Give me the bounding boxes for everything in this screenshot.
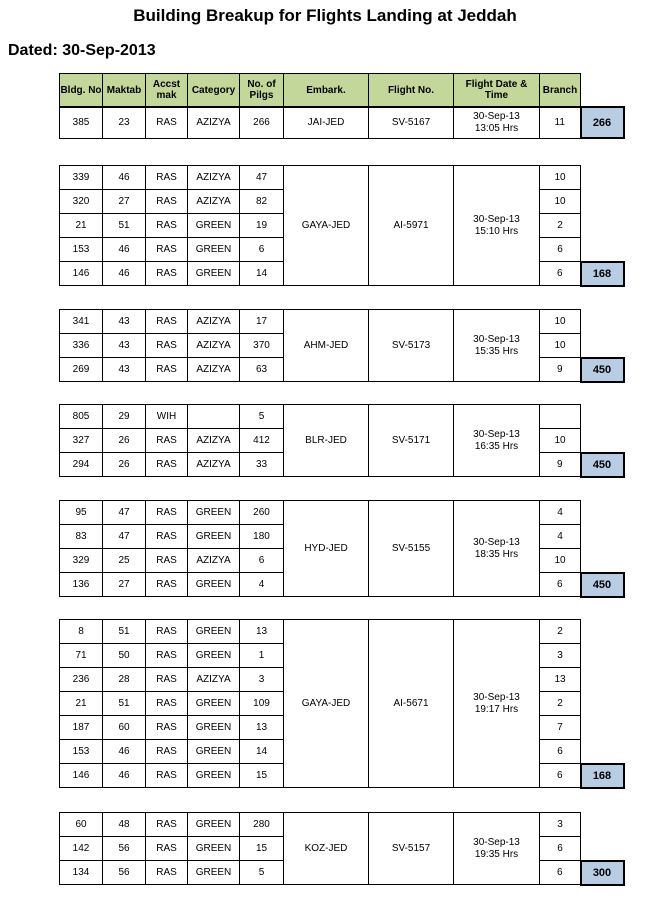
cell-category: AZIZYA xyxy=(188,429,240,453)
cell-maktab: 46 xyxy=(103,764,146,788)
cell-branch: 4 xyxy=(540,525,581,549)
cell-flight-date-time xyxy=(454,107,540,138)
cell-category: GREEN xyxy=(188,573,240,597)
cell-maktab: 43 xyxy=(103,310,146,334)
cell-embark: BLR-JED xyxy=(284,405,369,477)
flight-time: 15:10 Hrs xyxy=(474,225,519,237)
total-spacer xyxy=(581,740,624,764)
cell-bldg-no: 320 xyxy=(60,190,103,214)
cell-branch: 6 xyxy=(540,764,581,788)
cell-pilgs: 5 xyxy=(240,861,284,885)
cell-embark: HYD-JED xyxy=(284,501,369,597)
cell-accst-mak: RAS xyxy=(146,310,188,334)
cell-maktab: 51 xyxy=(103,692,146,716)
cell-accst-mak: RAS xyxy=(146,453,188,477)
cell-flight-no: SV-5173 xyxy=(369,310,454,382)
total-spacer xyxy=(581,190,624,214)
cell-maktab: 46 xyxy=(103,262,146,286)
flight-time: 15:35 Hrs xyxy=(474,345,519,357)
total-spacer xyxy=(581,166,624,190)
cell-accst-mak: RAS xyxy=(146,716,188,740)
cell-maktab: 28 xyxy=(103,668,146,692)
total-spacer xyxy=(581,405,624,429)
flight-date: 30-Sep-13 xyxy=(473,213,520,225)
cell-bldg-no: 236 xyxy=(60,668,103,692)
header-flight-date-time: Flight Date & Time xyxy=(454,74,540,107)
cell-category: GREEN xyxy=(188,214,240,238)
header-accst-mak: Accst mak xyxy=(146,74,188,107)
cell-maktab: 56 xyxy=(103,861,146,885)
header-table xyxy=(59,73,624,107)
cell-bldg-no: 329 xyxy=(60,549,103,573)
cell-pilgs: 1 xyxy=(240,644,284,668)
cell-bldg-no: 187 xyxy=(60,716,103,740)
cell-flight-no: SV-5167 xyxy=(369,107,454,138)
cell-bldg-no: 294 xyxy=(60,453,103,477)
cell-category: AZIZYA xyxy=(188,453,240,477)
total-spacer xyxy=(581,837,624,861)
total-spacer xyxy=(581,692,624,716)
cell-branch: 6 xyxy=(540,740,581,764)
cell-flight-date-time xyxy=(454,620,540,788)
flight-group-table xyxy=(59,500,625,598)
cell-branch: 6 xyxy=(540,861,581,885)
cell-bldg-no: 21 xyxy=(60,214,103,238)
header-flight-no: Flight No. xyxy=(369,74,454,107)
cell-branch: 11 xyxy=(540,107,581,138)
cell-accst-mak: RAS xyxy=(146,358,188,382)
cell-pilgs: 180 xyxy=(240,525,284,549)
cell-pilgs: 14 xyxy=(240,740,284,764)
total-spacer xyxy=(581,501,624,525)
cell-pilgs: 47 xyxy=(240,166,284,190)
cell-pilgs: 412 xyxy=(240,429,284,453)
flight-group-table xyxy=(59,309,625,383)
flight-date: 30-Sep-13 xyxy=(473,110,520,122)
flight-time: 16:35 Hrs xyxy=(474,440,519,452)
total-spacer xyxy=(581,813,624,837)
cell-category xyxy=(188,405,240,429)
cell-category: AZIZYA xyxy=(188,310,240,334)
cell-category: GREEN xyxy=(188,813,240,837)
cell-embark: KOZ-JED xyxy=(284,813,369,885)
cell-bldg-no: 95 xyxy=(60,501,103,525)
cell-pilgs: 266 xyxy=(240,107,284,138)
group-total: 450 xyxy=(581,453,624,477)
cell-flight-date-time xyxy=(454,405,540,477)
cell-maktab: 48 xyxy=(103,813,146,837)
cell-pilgs: 14 xyxy=(240,262,284,286)
table-row xyxy=(60,501,624,525)
cell-maktab: 46 xyxy=(103,740,146,764)
cell-flight-no: SV-5155 xyxy=(369,501,454,597)
cell-accst-mak: RAS xyxy=(146,549,188,573)
group-total: 168 xyxy=(581,262,624,286)
cell-category: GREEN xyxy=(188,501,240,525)
cell-category: AZIZYA xyxy=(188,358,240,382)
cell-category: AZIZYA xyxy=(188,334,240,358)
cell-branch: 2 xyxy=(540,692,581,716)
cell-branch: 10 xyxy=(540,429,581,453)
total-spacer xyxy=(581,238,624,262)
cell-maktab: 27 xyxy=(103,190,146,214)
total-spacer xyxy=(581,716,624,740)
cell-accst-mak: RAS xyxy=(146,166,188,190)
cell-branch: 10 xyxy=(540,190,581,214)
cell-maktab: 27 xyxy=(103,573,146,597)
cell-maktab: 51 xyxy=(103,620,146,644)
cell-category: GREEN xyxy=(188,692,240,716)
flight-date: 30-Sep-13 xyxy=(473,836,520,848)
cell-category: GREEN xyxy=(188,525,240,549)
cell-branch: 6 xyxy=(540,262,581,286)
flight-time: 19:17 Hrs xyxy=(474,703,519,715)
cell-category: GREEN xyxy=(188,716,240,740)
cell-pilgs: 33 xyxy=(240,453,284,477)
group-total: 168 xyxy=(581,764,624,788)
cell-category: AZIZYA xyxy=(188,549,240,573)
cell-pilgs: 13 xyxy=(240,716,284,740)
cell-maktab: 60 xyxy=(103,716,146,740)
header-spacer xyxy=(581,74,624,107)
cell-maktab: 50 xyxy=(103,644,146,668)
cell-embark: GAYA-JED xyxy=(284,166,369,286)
table-row xyxy=(60,405,624,429)
cell-category: AZIZYA xyxy=(188,668,240,692)
cell-flight-no: AI-5671 xyxy=(369,620,454,788)
cell-accst-mak: RAS xyxy=(146,764,188,788)
cell-pilgs: 260 xyxy=(240,501,284,525)
total-spacer xyxy=(581,429,624,453)
cell-flight-date-time xyxy=(454,310,540,382)
cell-bldg-no: 339 xyxy=(60,166,103,190)
cell-bldg-no: 327 xyxy=(60,429,103,453)
cell-branch: 6 xyxy=(540,837,581,861)
flight-time: 18:35 Hrs xyxy=(474,548,519,560)
cell-category: GREEN xyxy=(188,238,240,262)
header-no-of-pilgs: No. of Pilgs xyxy=(240,74,284,107)
flight-time: 13:05 Hrs xyxy=(474,122,519,134)
cell-bldg-no: 146 xyxy=(60,262,103,286)
cell-branch xyxy=(540,405,581,429)
cell-category: GREEN xyxy=(188,740,240,764)
cell-accst-mak: RAS xyxy=(146,620,188,644)
cell-accst-mak: RAS xyxy=(146,861,188,885)
cell-flight-date-time xyxy=(454,501,540,597)
cell-pilgs: 15 xyxy=(240,764,284,788)
cell-branch: 3 xyxy=(540,813,581,837)
cell-maktab: 26 xyxy=(103,429,146,453)
cell-bldg-no: 336 xyxy=(60,334,103,358)
cell-branch: 10 xyxy=(540,334,581,358)
flight-group-table xyxy=(59,106,625,139)
cell-branch: 3 xyxy=(540,644,581,668)
cell-flight-no: SV-5171 xyxy=(369,405,454,477)
header-embark: Embark. xyxy=(284,74,369,107)
cell-category: GREEN xyxy=(188,861,240,885)
cell-accst-mak: RAS xyxy=(146,334,188,358)
cell-category: GREEN xyxy=(188,764,240,788)
cell-category: GREEN xyxy=(188,644,240,668)
cell-maktab: 47 xyxy=(103,501,146,525)
total-spacer xyxy=(581,668,624,692)
cell-maktab: 51 xyxy=(103,214,146,238)
cell-maktab: 43 xyxy=(103,334,146,358)
cell-bldg-no: 341 xyxy=(60,310,103,334)
cell-flight-no: AI-5971 xyxy=(369,166,454,286)
total-spacer xyxy=(581,334,624,358)
cell-bldg-no: 805 xyxy=(60,405,103,429)
cell-category: AZIZYA xyxy=(188,166,240,190)
cell-accst-mak: RAS xyxy=(146,813,188,837)
flight-date: 30-Sep-13 xyxy=(473,428,520,440)
total-spacer xyxy=(581,549,624,573)
cell-branch: 6 xyxy=(540,238,581,262)
flight-date: 30-Sep-13 xyxy=(473,536,520,548)
cell-accst-mak: RAS xyxy=(146,668,188,692)
cell-bldg-no: 153 xyxy=(60,740,103,764)
cell-pilgs: 5 xyxy=(240,405,284,429)
group-total: 450 xyxy=(581,358,624,382)
cell-flight-date-time xyxy=(454,166,540,286)
cell-category: AZIZYA xyxy=(188,190,240,214)
cell-accst-mak: RAS xyxy=(146,837,188,861)
cell-bldg-no: 269 xyxy=(60,358,103,382)
cell-branch: 10 xyxy=(540,310,581,334)
cell-maktab: 47 xyxy=(103,525,146,549)
page-title: Building Breakup for Flights Landing at Jeddah xyxy=(133,6,517,25)
cell-pilgs: 15 xyxy=(240,837,284,861)
flight-group-table xyxy=(59,404,625,478)
cell-embark: AHM-JED xyxy=(284,310,369,382)
header-branch: Branch xyxy=(540,74,581,107)
cell-accst-mak: RAS xyxy=(146,525,188,549)
group-total: 450 xyxy=(581,573,624,597)
cell-bldg-no: 153 xyxy=(60,238,103,262)
cell-accst-mak: RAS xyxy=(146,262,188,286)
cell-accst-mak: WIH xyxy=(146,405,188,429)
cell-category: GREEN xyxy=(188,262,240,286)
flight-group-table xyxy=(59,812,625,886)
cell-pilgs: 109 xyxy=(240,692,284,716)
cell-accst-mak: RAS xyxy=(146,214,188,238)
cell-pilgs: 63 xyxy=(240,358,284,382)
table-row xyxy=(60,310,624,334)
cell-bldg-no: 385 xyxy=(60,107,103,138)
header-maktab: Maktab xyxy=(103,74,146,107)
flight-group-table xyxy=(59,619,625,789)
flight-date: 30-Sep-13 xyxy=(473,691,520,703)
cell-branch: 6 xyxy=(540,573,581,597)
dated-label: Dated: 30-Sep-2013 xyxy=(8,42,156,59)
cell-category: GREEN xyxy=(188,620,240,644)
cell-pilgs: 280 xyxy=(240,813,284,837)
table-row xyxy=(60,166,624,190)
cell-bldg-no: 142 xyxy=(60,837,103,861)
cell-branch: 2 xyxy=(540,620,581,644)
table-row xyxy=(60,620,624,644)
cell-bldg-no: 136 xyxy=(60,573,103,597)
group-total: 266 xyxy=(581,107,624,138)
header-bldg-no: Bldg. No xyxy=(60,74,103,107)
cell-flight-no: SV-5157 xyxy=(369,813,454,885)
cell-bldg-no: 8 xyxy=(60,620,103,644)
cell-category: GREEN xyxy=(188,837,240,861)
flight-time: 19:35 Hrs xyxy=(474,848,519,860)
flight-group-table xyxy=(59,165,625,287)
cell-bldg-no: 71 xyxy=(60,644,103,668)
cell-accst-mak: RAS xyxy=(146,238,188,262)
cell-maktab: 46 xyxy=(103,166,146,190)
cell-pilgs: 6 xyxy=(240,238,284,262)
flight-date: 30-Sep-13 xyxy=(473,333,520,345)
header-category: Category xyxy=(188,74,240,107)
cell-pilgs: 4 xyxy=(240,573,284,597)
cell-embark: GAYA-JED xyxy=(284,620,369,788)
cell-pilgs: 6 xyxy=(240,549,284,573)
cell-embark: JAI-JED xyxy=(284,107,369,138)
cell-maktab: 25 xyxy=(103,549,146,573)
cell-branch: 9 xyxy=(540,453,581,477)
cell-maktab: 23 xyxy=(103,107,146,138)
cell-pilgs: 82 xyxy=(240,190,284,214)
cell-accst-mak: RAS xyxy=(146,573,188,597)
cell-pilgs: 370 xyxy=(240,334,284,358)
cell-accst-mak: RAS xyxy=(146,740,188,764)
cell-category: AZIZYA xyxy=(188,107,240,138)
cell-maktab: 26 xyxy=(103,453,146,477)
cell-branch: 9 xyxy=(540,358,581,382)
cell-bldg-no: 21 xyxy=(60,692,103,716)
cell-bldg-no: 83 xyxy=(60,525,103,549)
total-spacer xyxy=(581,310,624,334)
cell-branch: 13 xyxy=(540,668,581,692)
cell-pilgs: 19 xyxy=(240,214,284,238)
table-row xyxy=(60,107,624,138)
cell-accst-mak: RAS xyxy=(146,429,188,453)
cell-accst-mak: RAS xyxy=(146,692,188,716)
cell-pilgs: 3 xyxy=(240,668,284,692)
cell-accst-mak: RAS xyxy=(146,644,188,668)
cell-accst-mak: RAS xyxy=(146,107,188,138)
total-spacer xyxy=(581,644,624,668)
cell-maktab: 56 xyxy=(103,837,146,861)
table-row xyxy=(60,813,624,837)
cell-maktab: 43 xyxy=(103,358,146,382)
cell-branch: 10 xyxy=(540,166,581,190)
cell-branch: 10 xyxy=(540,549,581,573)
cell-flight-date-time xyxy=(454,813,540,885)
group-total: 300 xyxy=(581,861,624,885)
total-spacer xyxy=(581,620,624,644)
cell-branch: 7 xyxy=(540,716,581,740)
cell-bldg-no: 134 xyxy=(60,861,103,885)
cell-pilgs: 17 xyxy=(240,310,284,334)
cell-branch: 4 xyxy=(540,501,581,525)
cell-maktab: 46 xyxy=(103,238,146,262)
cell-pilgs: 13 xyxy=(240,620,284,644)
cell-bldg-no: 60 xyxy=(60,813,103,837)
cell-branch: 2 xyxy=(540,214,581,238)
cell-maktab: 29 xyxy=(103,405,146,429)
cell-bldg-no: 146 xyxy=(60,764,103,788)
total-spacer xyxy=(581,525,624,549)
cell-accst-mak: RAS xyxy=(146,501,188,525)
total-spacer xyxy=(581,214,624,238)
cell-accst-mak: RAS xyxy=(146,190,188,214)
